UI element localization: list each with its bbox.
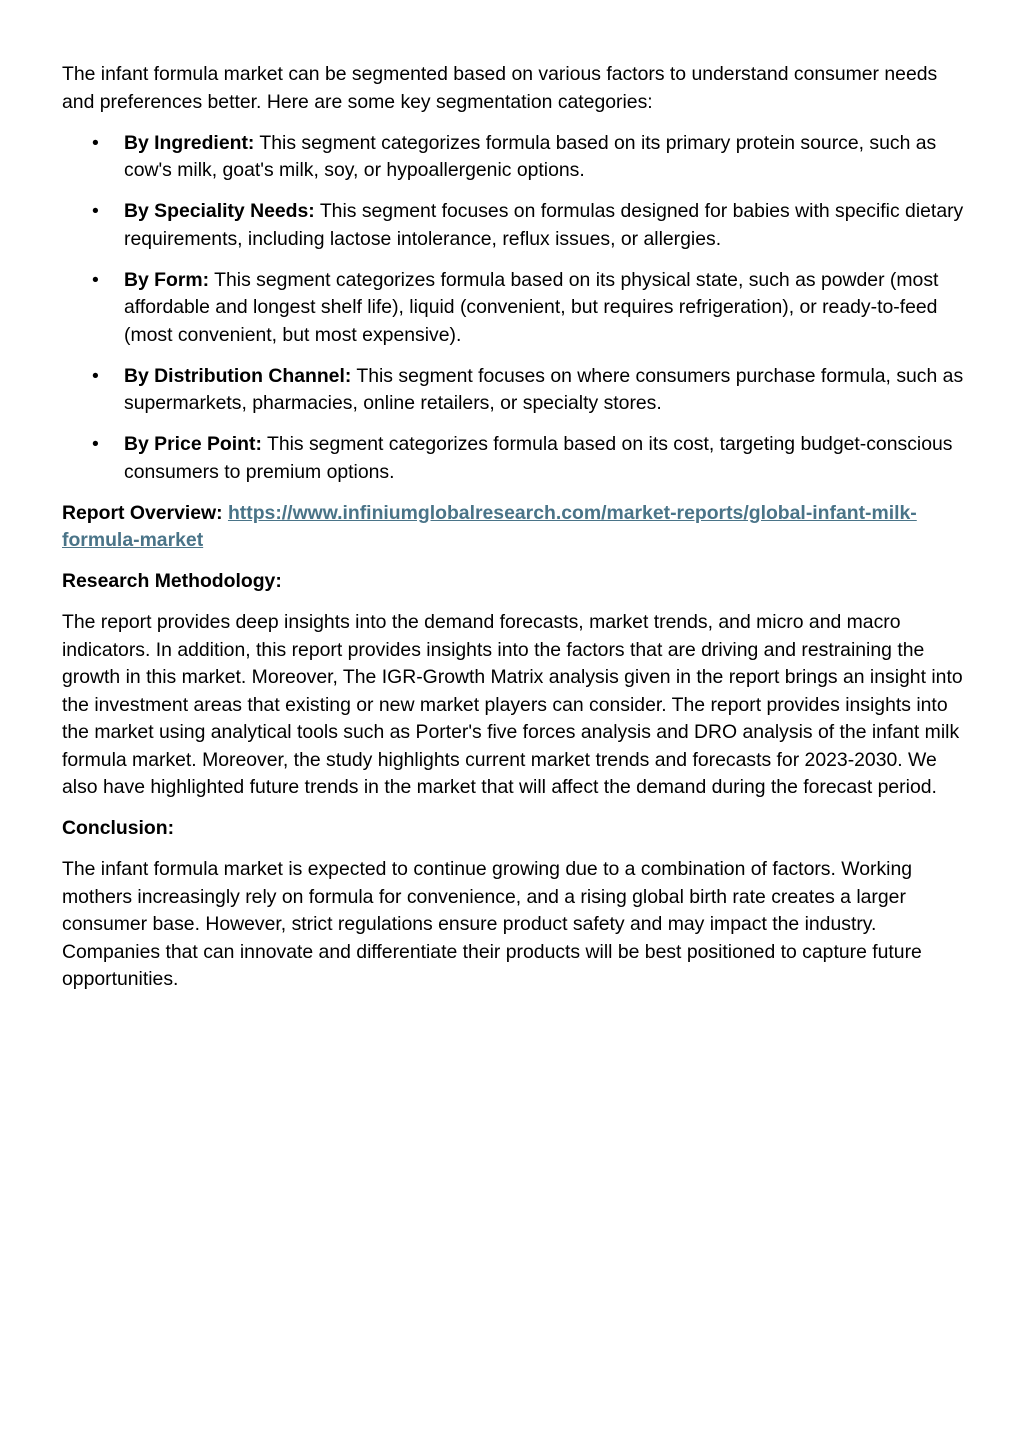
list-item-form — [62, 267, 967, 350]
bullet-icon: • — [92, 131, 99, 154]
methodology-heading: Research Methodology: — [62, 570, 282, 592]
report-overview — [62, 500, 967, 555]
report-overview-label: Report Overview: — [62, 501, 223, 524]
list-item-distribution-channel — [62, 363, 967, 418]
segment-title: By Price Point: — [124, 433, 262, 455]
list-item-ingredient — [62, 130, 967, 185]
bullet-icon: • — [92, 433, 99, 455]
segment-text: This segment focuses on where consumers purchase formula, such as supermarkets, pharmacies, online retailers, or specialty stores. — [124, 364, 964, 414]
report-overview-link[interactable]: https://www.infiniumglobalresearch.com/market-reports/global-infant-milk-formula-market — [62, 501, 917, 551]
segmentation-list — [62, 130, 967, 487]
segment-title: By Form: — [124, 268, 210, 291]
list-item-speciality-needs — [62, 198, 967, 253]
conclusion-paragraph: The infant formula market is expected to continue growing due to a combination of factors. Working mothers increasingly rely on formula for convenience, and a rising global birth rate creates a larger consumer base. However, strict regulations ensure product safety and may impact the industry. Companies that can innovate and differentiate their products will be best positioned to capture future opportunities. — [62, 858, 922, 990]
segment-text: This segment categorizes formula based on its cost, targeting budget-conscious consumers to premium options. — [124, 433, 953, 483]
bullet-icon: • — [92, 268, 99, 291]
list-item-price-point — [62, 431, 967, 486]
methodology-paragraph: The report provides deep insights into the demand forecasts, market trends, and micro and macro indicators. In addition, this report provides insights into the factors that are driving and restraining the growth in this market. Moreover, The IGR-Growth Matrix analysis given in the report brings an insight into the investment areas that existing or new market players can consider. The report provides insights into the market using analytical tools such as Porter's five forces analysis and DRO analysis of the infant milk formula market. Moreover, the study highlights current market trends and forecasts for 2023-2030. We also have highlighted future trends in the market that will affect the demand during the forecast period. — [62, 611, 963, 798]
segment-text: This segment categorizes formula based on its physical state, such as powder (most affordable and longest shelf life), liquid (convenient, but requires refrigeration), or ready-to-feed (most convenient, but most expensive). — [124, 268, 939, 346]
segment-title: By Ingredient: — [124, 131, 255, 154]
segment-text: This segment focuses on formulas designed for babies with specific dietary requirements, including lactose intolerance, reflux issues, or allergies. — [124, 200, 964, 250]
segment-title: By Distribution Channel: — [124, 364, 352, 387]
intro-paragraph: The infant formula market can be segmented based on various factors to understand consumer needs and preferences better. Here are some key segmentation categories: — [62, 63, 938, 113]
bullet-icon: • — [92, 200, 99, 222]
segment-text: This segment categorizes formula based on its primary protein source, such as cow's milk, goat's milk, soy, or hypoallergenic options. — [124, 131, 937, 181]
document-page — [62, 61, 967, 1007]
conclusion-heading: Conclusion: — [62, 817, 175, 839]
bullet-icon: • — [92, 364, 99, 387]
segment-title: By Speciality Needs: — [124, 200, 315, 222]
